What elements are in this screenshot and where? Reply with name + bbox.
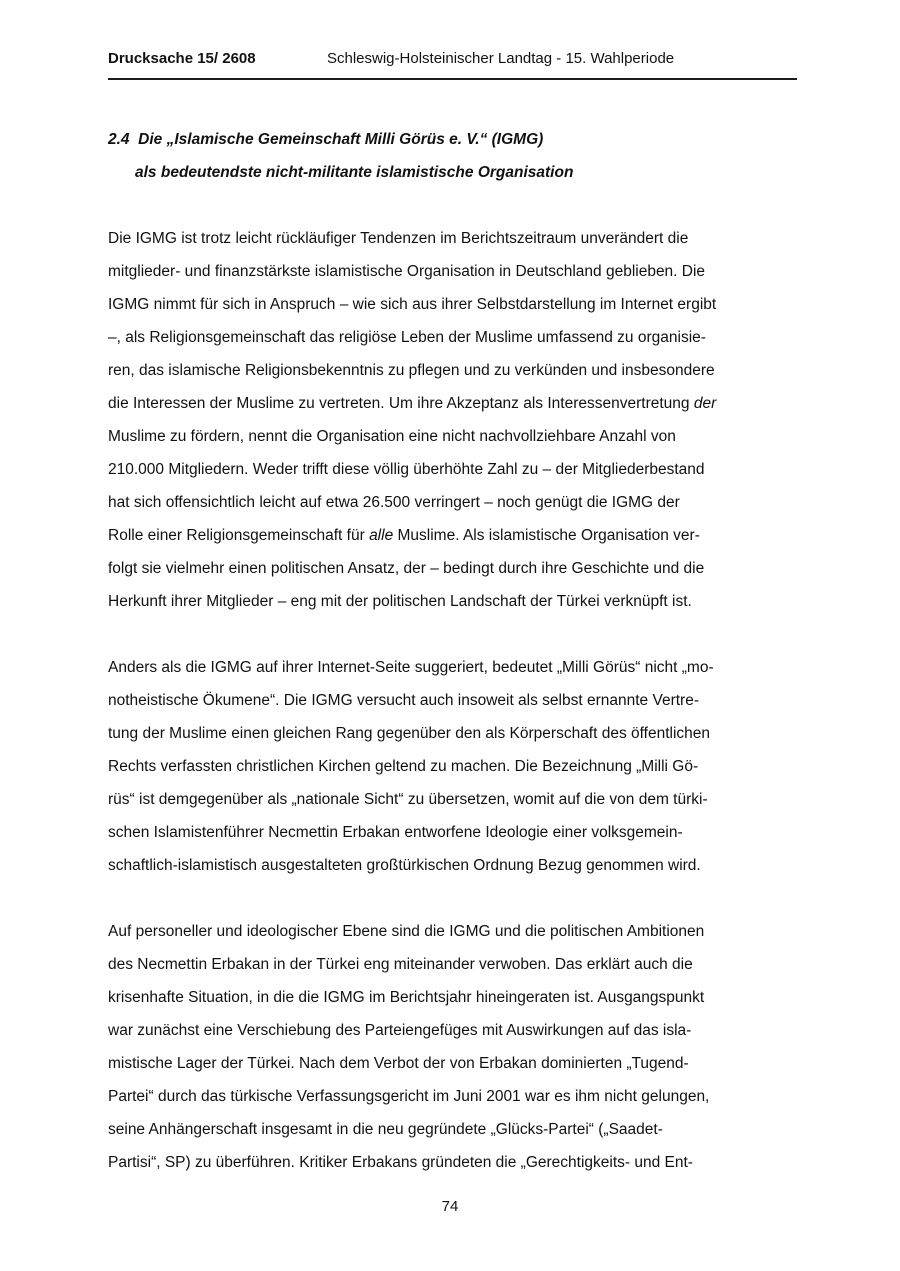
text-line: Muslime zu fördern, nennt die Organisation eine nicht nachvollziehbare Anzahl von xyxy=(108,428,676,445)
text-line: Die IGMG ist trotz leicht rückläufiger Tendenzen im Berichtszeitraum unverändert die xyxy=(108,230,689,247)
text-line: mistische Lager der Türkei. Nach dem Verbot der von Erbakan dominierten „Tugend- xyxy=(108,1055,689,1072)
page-number: 74 xyxy=(441,1198,459,1215)
text-line: Partisi“, SP) zu überführen. Kritiker Erbakans gründeten die „Gerechtigkeits- und Ent- xyxy=(108,1154,693,1171)
text-line: 210.000 Mitgliedern. Weder trifft diese völlig überhöhte Zahl zu – der Mitgliederbestand xyxy=(108,461,705,478)
text-line: schen Islamistenführer Necmettin Erbakan entworfene Ideologie einer volksgemein- xyxy=(108,824,683,841)
paragraph xyxy=(108,222,798,618)
text-line: Rechts verfassten christlichen Kirchen geltend zu machen. Die Bezeichnung „Milli Gö- xyxy=(108,758,699,775)
paragraph xyxy=(108,651,798,882)
text-line: Anders als die IGMG auf ihrer Internet-Seite suggeriert, bedeutet „Milli Görüs“ nicht „mo- xyxy=(108,659,714,676)
text-line: –, als Religionsgemeinschaft das religiöse Leben der Muslime umfassend zu organisie- xyxy=(108,329,706,346)
text-line: Herkunft ihrer Mitglieder – eng mit der politischen Landschaft der Türkei verknüpft ist. xyxy=(108,593,692,610)
text-line: Auf personeller und ideologischer Ebene sind die IGMG und die politischen Ambitionen xyxy=(108,923,705,940)
page-header xyxy=(108,50,797,80)
text-line: seine Anhängerschaft insgesamt in die neu gegründete „Glücks-Partei“ („Saadet- xyxy=(108,1121,663,1138)
text-line: mitglieder- und finanzstärkste islamistische Organisation in Deutschland geblieben. Die xyxy=(108,263,706,280)
paragraph xyxy=(108,915,798,1179)
text-line: tung der Muslime einen gleichen Rang gegenüber den als Körperschaft des öffentlichen xyxy=(108,725,711,742)
text-line: war zunächst eine Verschiebung des Parteiengefüges mit Auswirkungen auf das isla- xyxy=(108,1022,692,1039)
text-line: die Interessen der Muslime zu vertreten. Um ihre Akzeptanz als Interessenvertretung der xyxy=(108,395,717,412)
text-line: Partei“ durch das türkische Verfassungsgericht im Juni 2001 war es ihm nicht gelungen, xyxy=(108,1088,710,1105)
text-line: notheistische Ökumene“. Die IGMG versucht auch insoweit als selbst ernannte Vertre- xyxy=(108,692,699,709)
text-line: hat sich offensichtlich leicht auf etwa 26.500 verringert – noch genügt die IGMG der xyxy=(108,494,680,511)
section-heading xyxy=(108,123,573,189)
section-heading-line1: 2.4 Die „Islamische Gemeinschaft Milli Görüs e. V.“ (IGMG) xyxy=(108,131,544,148)
text-line: krisenhafte Situation, in die die IGMG im Berichtsjahr hineingeraten ist. Ausgangspunkt xyxy=(108,989,705,1006)
text-line: ren, das islamische Religionsbekenntnis zu pflegen und zu verkünden und insbesondere xyxy=(108,362,715,379)
text-line: des Necmettin Erbakan in der Türkei eng miteinander verwoben. Das erklärt auch die xyxy=(108,956,693,973)
text-line: folgt sie vielmehr einen politischen Ansatz, der – bedingt durch ihre Geschichte und die xyxy=(108,560,705,577)
section-heading-line2: als bedeutendste nicht-militante islamistische Organisation xyxy=(135,164,574,181)
text-line: schaftlich-islamistisch ausgestalteten großtürkischen Ordnung Bezug genommen wird. xyxy=(108,857,701,874)
text-line: Rolle einer Religionsgemeinschaft für alle Muslime. Als islamistische Organisation ver- xyxy=(108,527,700,544)
parliament-title: Schleswig-Holsteinischer Landtag - 15. Wahlperiode xyxy=(327,50,675,67)
body-text xyxy=(108,222,798,1212)
document-number: Drucksache 15/ 2608 xyxy=(108,50,256,67)
text-line: rüs“ ist demgegenüber als „nationale Sicht“ zu übersetzen, womit auf die von dem türki- xyxy=(108,791,708,808)
text-line: IGMG nimmt für sich in Anspruch – wie sich aus ihrer Selbstdarstellung im Internet ergibt xyxy=(108,296,717,313)
